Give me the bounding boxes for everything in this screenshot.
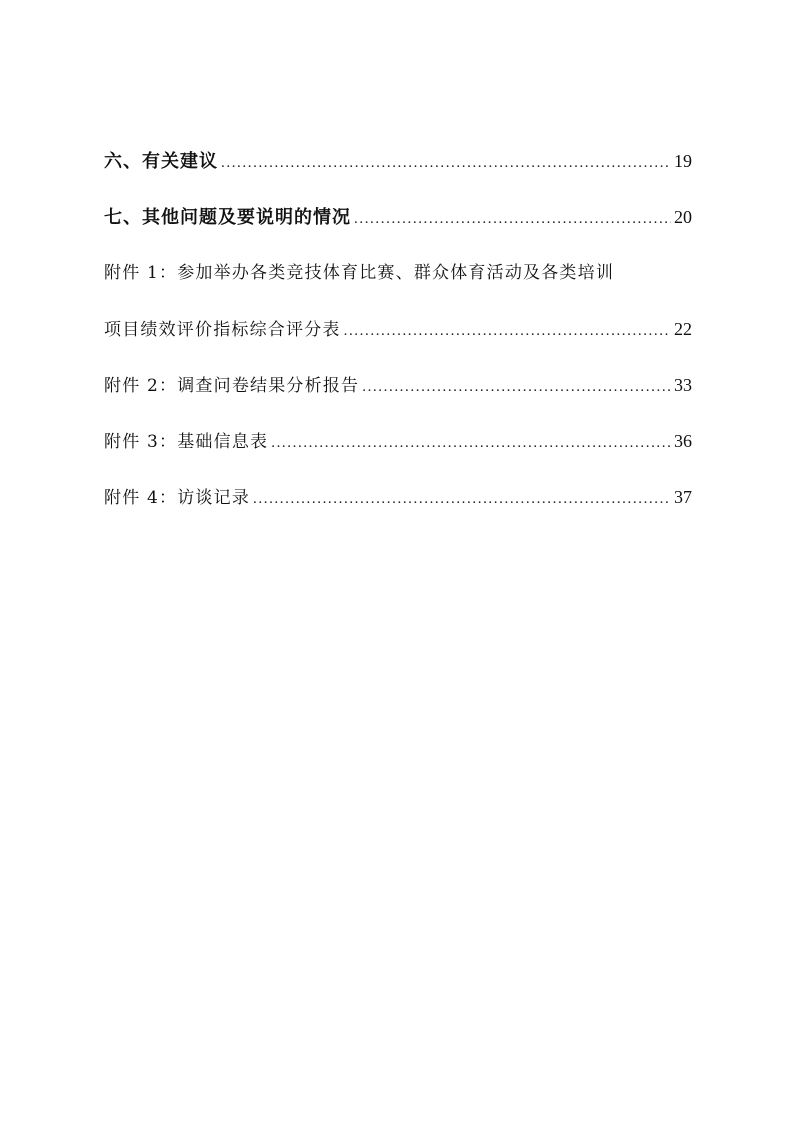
toc-entry-other-issues[interactable] [104,199,692,255]
toc-entry-label: 项目绩效评价指标综合评分表 [104,320,341,340]
toc-dot-leader [221,145,671,181]
toc-entry-label: 附件 4：访谈记录 [104,488,251,508]
toc-dot-leader [344,313,671,349]
table-of-contents [104,143,692,535]
toc-entry-appendix-1-line-1[interactable] [104,255,692,311]
toc-page-number: 36 [674,431,692,451]
toc-page-number: 37 [674,487,692,507]
toc-entry-label: 六、有关建议 [104,151,218,172]
toc-entry-appendix-2[interactable] [104,367,692,423]
toc-dot-leader [253,481,671,517]
toc-dot-leader [271,425,671,461]
toc-dot-leader [354,201,671,237]
toc-entry-label: 附件 3：基础信息表 [104,432,269,452]
toc-page-number: 19 [674,151,692,171]
toc-entry-label: 附件 2：调查问卷结果分析报告 [104,376,360,396]
toc-entry-appendix-3[interactable] [104,423,692,479]
toc-entry-suggestions[interactable] [104,143,692,199]
toc-entry-appendix-1-line-2[interactable] [104,311,692,367]
toc-page-number: 20 [674,207,692,227]
toc-entry-label: 七、其他问题及要说明的情况 [104,207,351,228]
toc-page-number: 33 [674,375,692,395]
toc-entry-label: 附件 1：参加举办各类竞技体育比赛、群众体育活动及各类培训 [104,263,615,283]
toc-page-number: 22 [674,319,692,339]
toc-entry-appendix-4[interactable] [104,479,692,535]
toc-dot-leader [362,369,671,405]
